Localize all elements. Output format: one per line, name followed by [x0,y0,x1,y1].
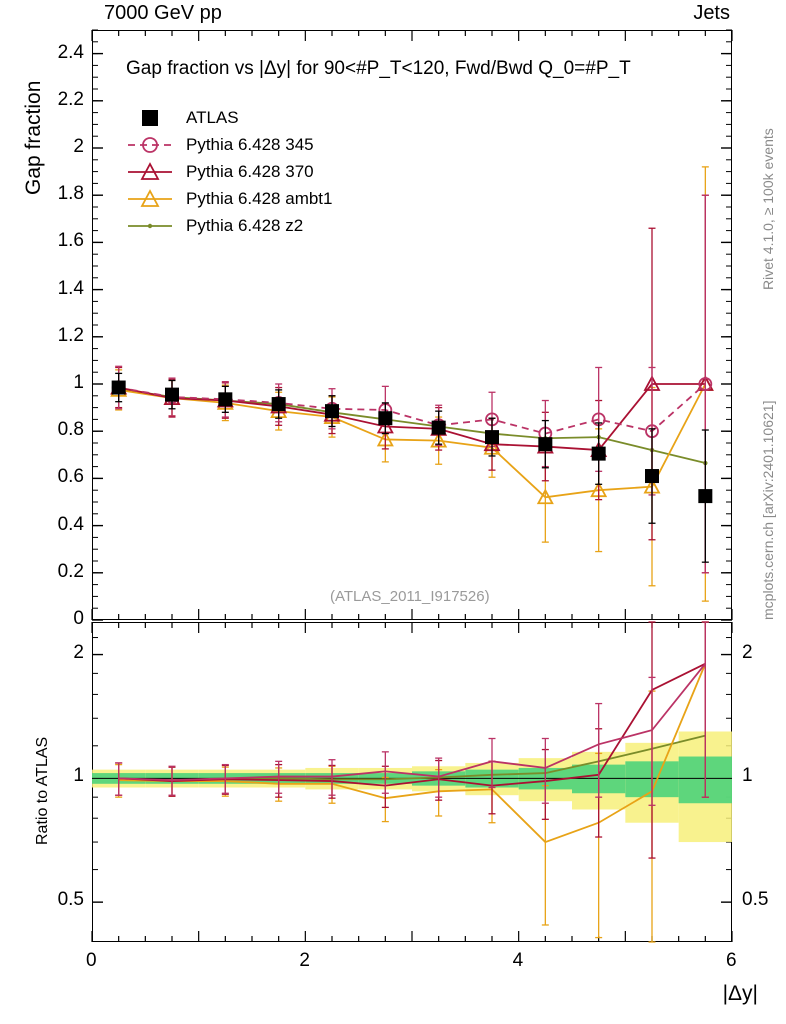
x-tick-label: 4 [512,950,524,971]
y-tick-label-main: 2.2 [57,88,84,110]
legend-label: ATLAS [186,108,239,127]
legend-label: Pythia 6.428 370 [186,162,314,181]
series-line [119,384,706,497]
legend-label: Pythia 6.428 z2 [186,216,304,235]
y-tick-label-main: 0.8 [57,419,84,441]
plot-title: Gap fraction vs |Δy| for 90<#P_T<120, Fwd/Bwd Q_0=#P_T [126,58,631,79]
header-right: Jets [693,2,730,24]
legend-marker [148,224,152,228]
y-tick-label-main: 0.2 [57,560,84,582]
dataset-watermark: (ATLAS_2011_I917526) [330,588,490,605]
data-point [325,404,339,418]
y-tick-label-ratio-right: 0.5 [742,889,769,911]
y-tick-label-main: 0.6 [57,466,84,488]
y-tick-label-main: 1.4 [57,277,84,299]
legend-marker [142,110,158,126]
y-tick-label-ratio: 2 [73,641,84,663]
data-point [592,447,606,461]
y-tick-label-main: 1.8 [57,183,84,205]
x-tick-label: 2 [299,950,310,971]
data-point [218,392,232,406]
y-tick-label-ratio-right: 1 [742,765,753,787]
y-tick-label-main: 2.4 [57,41,84,63]
y-tick-label-ratio: 1 [73,765,84,787]
data-point [538,437,552,451]
data-point [112,381,126,395]
y-tick-label-main: 1.6 [57,230,84,252]
x-tick-label: 6 [726,950,737,971]
data-point [432,421,446,435]
y-tick-label-ratio-right: 2 [742,641,753,663]
x-axis-title: |Δy| [722,982,758,1005]
data-point [165,388,179,402]
y-tick-label-main: 2 [73,136,84,157]
y-axis-title-ratio: Ratio to ATLAS [34,736,51,845]
y-tick-label-main: 1 [73,372,84,393]
data-point [645,469,659,483]
data-point [378,411,392,425]
header-left: 7000 GeV pp [104,2,222,24]
y-tick-label-main: 0 [73,608,84,629]
side-annotation-bottom: mcplots.cern.ch [arXiv:2401.10621] [760,400,776,620]
legend-label: Pythia 6.428 345 [186,135,314,154]
y-tick-label-ratio: 0.5 [57,889,84,911]
data-point [272,397,286,411]
x-tick-label: 0 [86,950,97,971]
y-axis-title-main: Gap fraction [22,80,45,195]
y-tick-label-main: 1.2 [57,324,84,346]
y-tick-label-main: 0.4 [57,513,84,535]
legend-label: Pythia 6.428 ambt1 [186,189,333,208]
side-annotation-top: Rivet 4.1.0, ≥ 100k events [760,128,776,290]
data-point [485,430,499,444]
data-point [698,489,712,503]
